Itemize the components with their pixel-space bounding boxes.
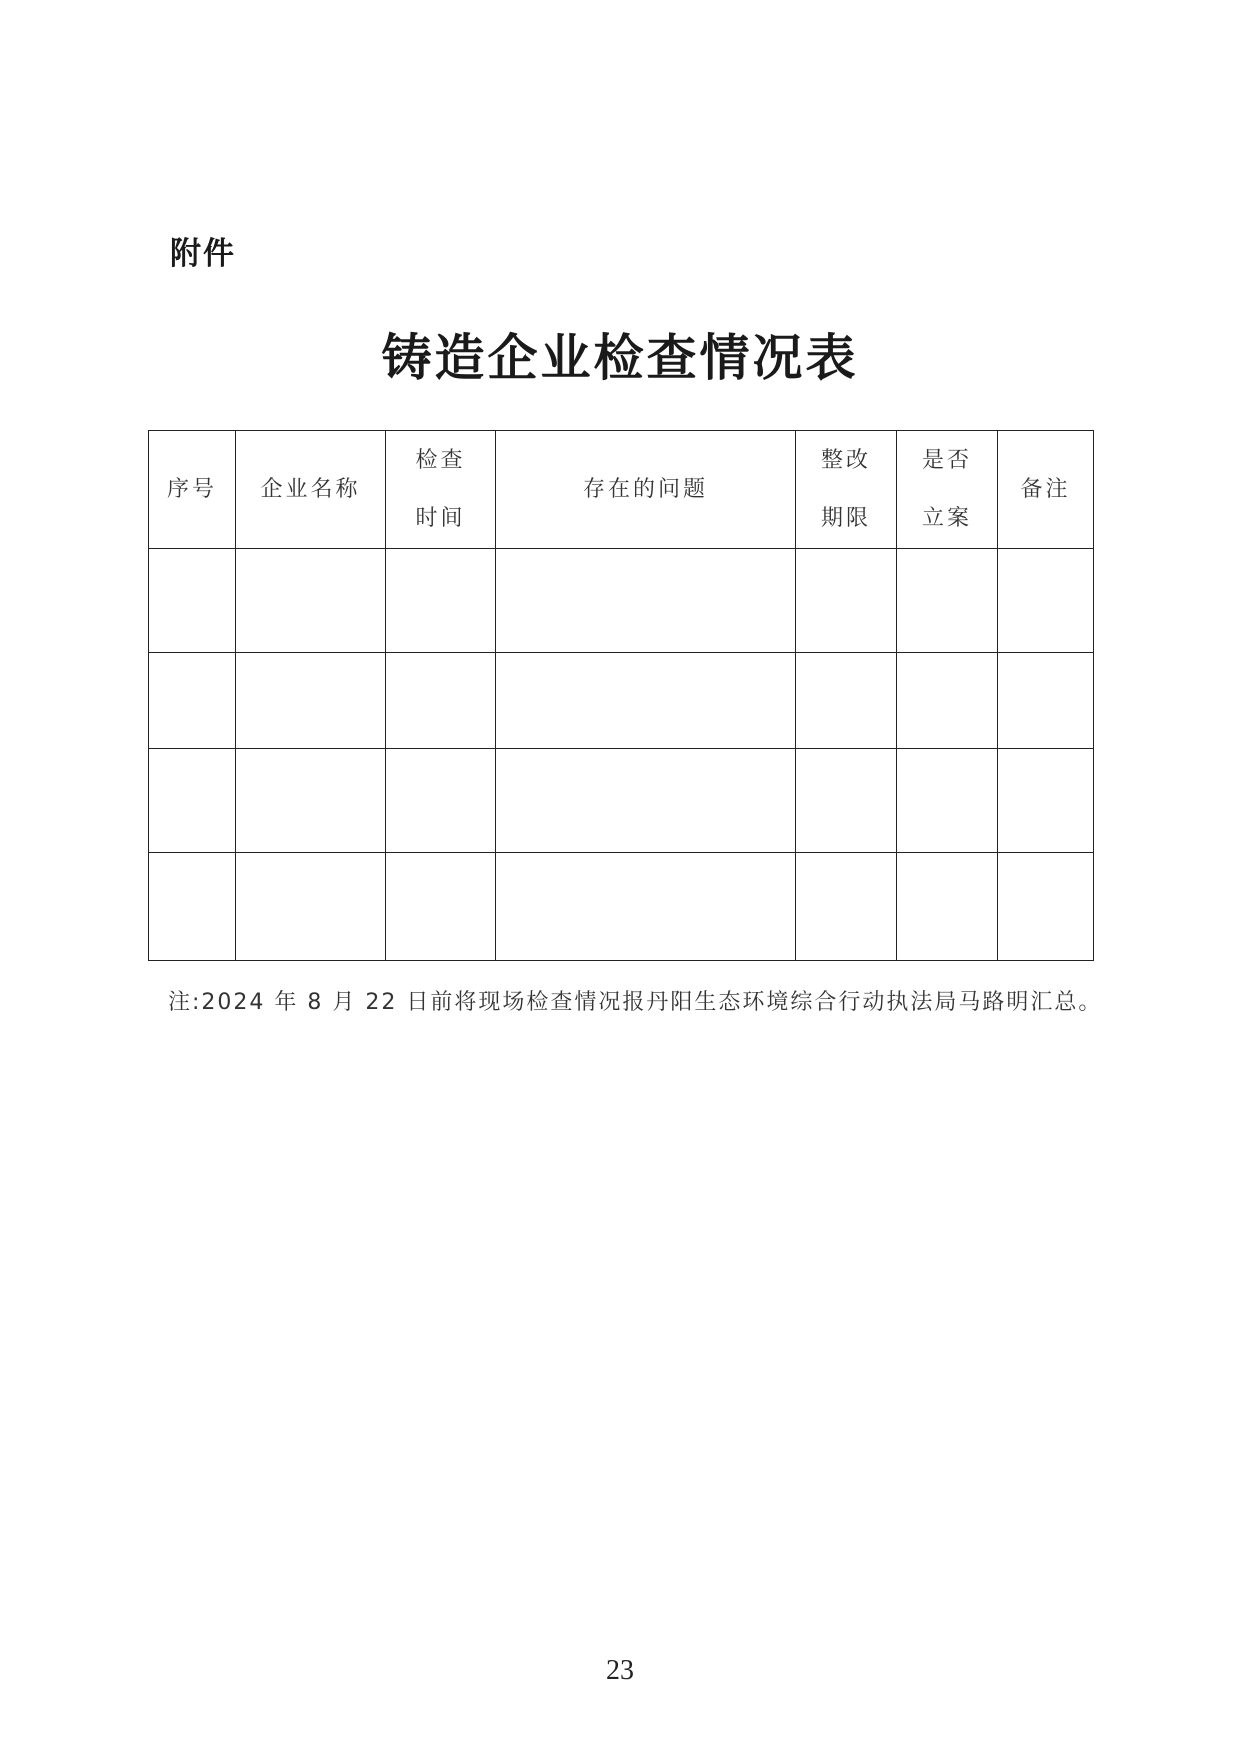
table-cell	[897, 653, 998, 749]
table-cell	[998, 749, 1094, 853]
table-cell	[236, 853, 386, 961]
header-text: 期限	[820, 505, 871, 531]
document-title: 铸造企业检查情况表	[381, 328, 859, 387]
inspection-table	[148, 430, 1094, 961]
table-cell	[496, 549, 796, 653]
header-text: 序号	[166, 476, 217, 502]
header-cell-inspection-time	[386, 431, 496, 549]
attachment-label: 附件	[170, 236, 236, 272]
table-cell	[149, 549, 236, 653]
table-cell	[149, 853, 236, 961]
table-cell	[998, 549, 1094, 653]
header-text: 备注	[1020, 476, 1071, 502]
table-cell	[386, 749, 496, 853]
table-row	[149, 549, 1094, 653]
header-text: 时间	[415, 505, 466, 531]
table-cell	[236, 653, 386, 749]
table-cell	[236, 549, 386, 653]
footnote: 注:2024 年 8 月 22 日前将现场检查情况报丹阳生态环境综合行动执法局马路明汇总。	[168, 990, 1103, 1015]
table-cell	[149, 749, 236, 853]
header-text: 整改	[820, 447, 871, 473]
table-cell	[149, 653, 236, 749]
table-cell	[496, 853, 796, 961]
header-cell-case-filed	[897, 431, 998, 549]
header-text: 立案	[921, 505, 972, 531]
table-cell	[386, 853, 496, 961]
table-cell	[386, 549, 496, 653]
header-cell-rectification-deadline	[796, 431, 897, 549]
table-row	[149, 749, 1094, 853]
header-text: 企业名称	[260, 476, 361, 502]
table-cell	[897, 749, 998, 853]
table-cell	[897, 549, 998, 653]
page-number: 23	[606, 1655, 634, 1686]
table-cell	[796, 653, 897, 749]
table-row	[149, 853, 1094, 961]
table-cell	[796, 549, 897, 653]
header-text: 检查	[415, 447, 466, 473]
table-cell	[496, 653, 796, 749]
header-cell-serial-number	[149, 431, 236, 549]
table-cell	[236, 749, 386, 853]
table-cell	[796, 749, 897, 853]
header-text: 存在的问题	[582, 476, 708, 502]
table-cell	[897, 853, 998, 961]
table-header-row	[149, 431, 1094, 549]
table-cell	[998, 653, 1094, 749]
header-text: 是否	[921, 447, 972, 473]
header-cell-company-name	[236, 431, 386, 549]
header-cell-remarks	[998, 431, 1094, 549]
table-row	[149, 653, 1094, 749]
table-cell	[496, 749, 796, 853]
table-cell	[998, 853, 1094, 961]
table-cell	[796, 853, 897, 961]
table-cell	[386, 653, 496, 749]
header-cell-existing-problems	[496, 431, 796, 549]
